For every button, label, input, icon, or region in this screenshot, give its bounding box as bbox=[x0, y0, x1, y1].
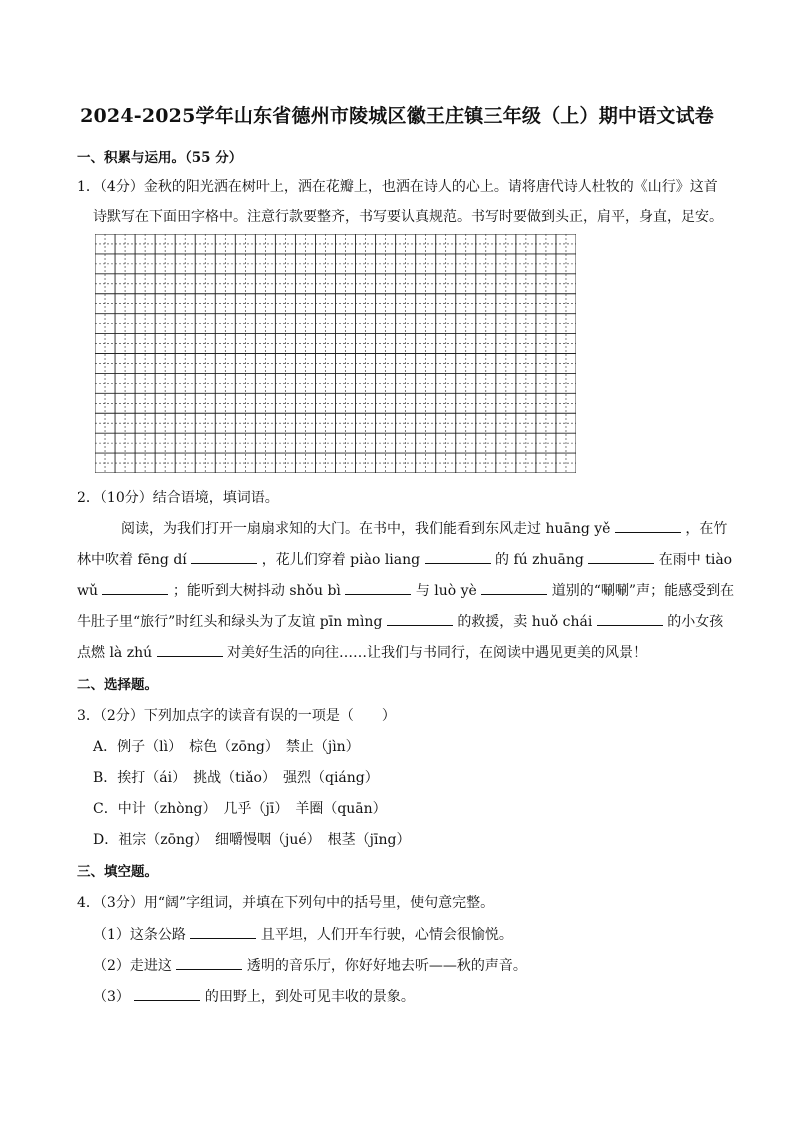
q2-text: 与 luò yè bbox=[415, 583, 477, 599]
q2-text: 点燃 là zhú bbox=[77, 645, 153, 661]
q2-paragraph-line2 bbox=[77, 549, 732, 569]
answer-blank[interactable] bbox=[425, 551, 491, 564]
answer-blank[interactable] bbox=[588, 551, 654, 564]
q3-heading: 3．（2分）下列加点字的读音有误的一项是（ ） bbox=[77, 708, 396, 724]
answer-blank[interactable] bbox=[157, 644, 223, 657]
q3-option-a[interactable]: A．例子（lì） 棕色（zōng） 禁止（jìn） bbox=[93, 739, 360, 755]
q2-text: wǔ bbox=[77, 583, 98, 599]
q4-sentence-2 bbox=[93, 955, 527, 975]
q2-text: ；能听到大树抖动 shǒu bì bbox=[172, 583, 341, 599]
q2-text: 对美好生活的向往……让我们与书同行，在阅读中遇见更美的风景！ bbox=[227, 645, 648, 661]
q4-text: （2）走进这 bbox=[93, 958, 172, 974]
q2-text: 阅读，为我们打开一扇扇求知的大门。在书中，我们能看到东风走过 huāng yě bbox=[121, 521, 611, 537]
q2-text: 牛肚子里“旅行”时红头和绿头为了友谊 pīn mìng bbox=[77, 614, 383, 630]
q2-text: 的 fú zhuāng bbox=[495, 552, 584, 568]
answer-blank[interactable] bbox=[102, 582, 168, 595]
q3-option-b[interactable]: B．挨打（ái） 挑战（tiǎo） 强烈（qiáng） bbox=[93, 770, 379, 786]
q2-heading: 2．（10分）结合语境，填词语。 bbox=[77, 490, 279, 506]
q2-paragraph-line5 bbox=[77, 642, 647, 662]
tianzige-grid[interactable] bbox=[95, 234, 576, 473]
q4-text: 且平坦，人们开车行驶，心情会很愉悦。 bbox=[260, 927, 513, 943]
q4-text: （3） bbox=[93, 989, 130, 1005]
q4-heading: 4．（3分）用“阔”字组词，并填在下列句中的括号里，使句意完整。 bbox=[77, 895, 495, 911]
q1-text-line1: 1．（4分）金秋的阳光洒在树叶上，洒在花瓣上，也洒在诗人的心上。请将唐代诗人杜牧的《山行》这首 bbox=[77, 179, 718, 195]
q3-option-c[interactable]: C．中计（zhòng） 几乎（jī） 羊圈（quān） bbox=[93, 801, 387, 817]
q4-sentence-3 bbox=[93, 986, 415, 1006]
q2-text: 道别的“唰唰”声；能感受到在 bbox=[551, 583, 735, 599]
q2-text: 的救援，卖 huǒ chái bbox=[457, 614, 593, 630]
section-heading-1: 一、积累与运用。（55 分） bbox=[77, 150, 243, 166]
page-title: 2024-2025学年山东省德州市陵城区徽王庄镇三年级（上）期中语文试卷 bbox=[80, 105, 714, 127]
q4-text: （1）这条公路 bbox=[93, 927, 186, 943]
q4-sentence-1 bbox=[93, 924, 513, 944]
q2-text: 的小女孩 bbox=[667, 614, 724, 630]
q2-text: ，花儿们穿着 piào liang bbox=[261, 552, 421, 568]
q3-option-d[interactable]: D．祖宗（zōng） 细嚼慢咽（jué） 根茎（jīng） bbox=[93, 832, 411, 848]
section-heading-3: 三、填空题。 bbox=[77, 864, 158, 880]
q2-paragraph-line3 bbox=[77, 580, 734, 600]
q2-paragraph-line1 bbox=[121, 518, 727, 538]
q2-text: 在雨中 tiào bbox=[658, 552, 733, 568]
section-heading-2: 二、选择题。 bbox=[77, 677, 158, 693]
answer-blank[interactable] bbox=[176, 957, 242, 970]
answer-blank[interactable] bbox=[190, 926, 256, 939]
answer-blank[interactable] bbox=[345, 582, 411, 595]
answer-blank[interactable] bbox=[191, 551, 257, 564]
answer-blank[interactable] bbox=[134, 988, 200, 1001]
answer-blank[interactable] bbox=[387, 613, 453, 626]
q2-text: 林中吹着 fēng dí bbox=[77, 552, 187, 568]
answer-blank[interactable] bbox=[597, 613, 663, 626]
q4-text: 透明的音乐厅，你好好地去听——秋的声音。 bbox=[246, 958, 527, 974]
q2-text: ，在竹 bbox=[685, 521, 728, 537]
answer-blank[interactable] bbox=[481, 582, 547, 595]
q2-paragraph-line4 bbox=[77, 611, 723, 631]
answer-blank[interactable] bbox=[615, 520, 681, 533]
q4-text: 的田野上，到处可见丰收的景象。 bbox=[204, 989, 415, 1005]
q1-text-line2: 诗默写在下面田字格中。注意行款要整齐，书写要认真规范。书写时要做到头正，肩平，身直，足安。 bbox=[93, 209, 723, 225]
